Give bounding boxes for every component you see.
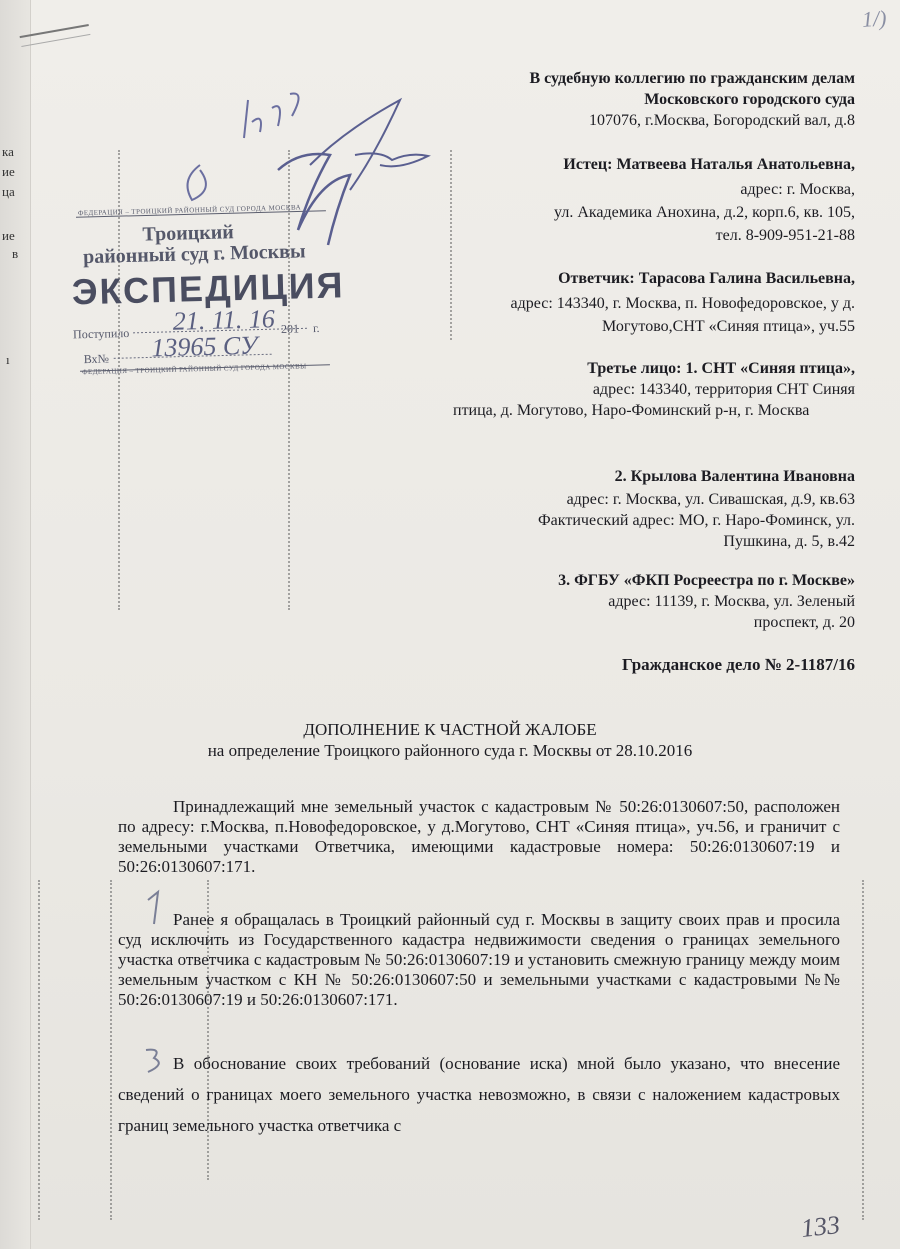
third-party-2-block [538, 466, 855, 552]
handwritten-mark-3 [140, 1044, 170, 1076]
addressee-block [529, 68, 855, 131]
document-title: ДОПОЛНЕНИЕ К ЧАСТНОЙ ЖАЛОБЕ [303, 720, 597, 739]
plaintiff-address: ул. Академика Анохина, д.2, корп.6, кв. 105, [554, 204, 855, 221]
stamp-year-suffix: г. [312, 320, 320, 336]
third-party-address: Пушкина, д. 5, в.42 [723, 533, 855, 550]
third-party-label: 3. ФГБУ «ФКП Росреестра по г. Москве» [558, 572, 855, 589]
page-number: 133 [799, 1210, 842, 1243]
stamp-border-text: ФЕДЕРАЦИЯ – ТРОИЦКИЙ РАЙОННЫЙ СУД ГОРОДА МОСКВЫ [81, 362, 307, 377]
third-party-address: птица, д. Могутово, Наро-Фоминский р-н, г. Москва [453, 402, 810, 419]
margin-fragment: ка [2, 144, 14, 159]
stamp-court-name: районный суд г. Москвы [82, 240, 306, 269]
addressee-address: 107076, г.Москва, Богородский вал, д.8 [588, 112, 855, 129]
third-party-3-block [558, 570, 855, 633]
third-party-address: адрес: 11139, г. Москва, ул. Зеленый [608, 593, 855, 610]
plaintiff-address: адрес: г. Москва, [740, 181, 855, 198]
margin-fragment: ца [2, 184, 15, 199]
stamp-incoming-label: Вх№ [83, 351, 110, 367]
plaintiff-phone: тел. 8-909-951-21-88 [715, 227, 855, 244]
dotted-line [110, 880, 112, 1220]
plaintiff-label: Истец: Матвеева Наталья Анатольевна, [563, 156, 855, 173]
third-party-1-block [587, 358, 855, 400]
body-paragraph: В обоснование своих требований (основание иска) мной было указано, что внесение сведений о границах моего земельного участка невозможно, в связи с наложением кадастровых границ земельного участка ответчика с [118, 1054, 840, 1135]
handwritten-resolution-signature [160, 60, 460, 260]
plaintiff-block [554, 154, 855, 246]
defendant-address: Могутово,СНТ «Синяя птица», уч.55 [602, 318, 855, 335]
dotted-line [862, 880, 864, 1220]
third-party-address: адрес: 143340, территория СНТ Синяя [592, 381, 855, 398]
third-party-address: адрес: г. Москва, ул. Сивашская, д.9, кв.63 [566, 491, 855, 508]
margin-fragment: ие [2, 228, 15, 243]
third-party-label: 2. Крылова Валентина Ивановна [614, 468, 855, 485]
adjacent-page-edge [0, 0, 31, 1249]
margin-fragment: в [12, 246, 19, 261]
body-paragraph: Ранее я обращалась в Троицкий районный суд г. Москвы в защиту своих прав и просила суд исключить из Государственного кадастра недвижимости сведения о границах земельного участка ответчика с кадастровым № 50:26:0130607:19 и установить смежную границу между моим земельным участком с КН № 50:26:0130607:50 и земельными участками с кадастровыми №№ 50:26:0130607:19 и 50:26:0130607:171. [118, 910, 840, 1009]
margin-fragment: ие [2, 164, 15, 179]
stamp-incoming-number: 13965 СУ [151, 330, 258, 363]
case-number: Гражданское дело № 2-1187/16 [621, 655, 855, 674]
third-party-address: проспект, д. 20 [753, 614, 855, 631]
stamp-department: ЭКСПЕДИЦИЯ [71, 264, 345, 313]
stamp-received-label: Поступило [72, 325, 130, 342]
dotted-line [38, 880, 40, 1220]
third-party-label: Третье лицо: 1. СНТ «Синяя птица», [587, 360, 855, 377]
stamp-border-text: ФЕДЕРАЦИЯ – ТРОИЦКИЙ РАЙОННЫЙ СУД ГОРОДА МОСКВА [77, 203, 302, 218]
document-subtitle: на определение Троицкого районного суда г. Москвы от 28.10.2016 [207, 741, 693, 760]
handwritten-mark-1 [140, 888, 170, 928]
body-paragraph: Принадлежащий мне земельный участок с кадастровым № 50:26:0130607:50, расположен по адресу: г.Москва, п.Новофедоровское, у д.Могутово, СНТ «Синяя птица», уч.56, и граничит с земельными участками Ответчика, имеющими кадастровые номера: 50:26:0130607:19 и 50:26:0130607:171. [118, 797, 840, 876]
corner-page-mark: 1/) [860, 5, 887, 32]
third-party-address: Фактический адрес: МО, г. Наро-Фоминск, ул. [538, 512, 855, 529]
stamp-court-name: Троицкий [142, 221, 235, 246]
stamp-received-date: 21. 11. 16 [172, 304, 276, 336]
stamp-year-label: 201 [280, 321, 300, 336]
defendant-block [510, 268, 855, 337]
addressee-line: В судебную коллегию по гражданским делам [529, 70, 855, 87]
margin-fragment: ı [6, 352, 10, 367]
addressee-line: Московского городского суда [644, 91, 855, 108]
defendant-label: Ответчик: Тарасова Галина Васильевна, [558, 270, 855, 287]
defendant-address: адрес: 143340, г. Москва, п. Новофедоровское, у д. [510, 295, 855, 312]
